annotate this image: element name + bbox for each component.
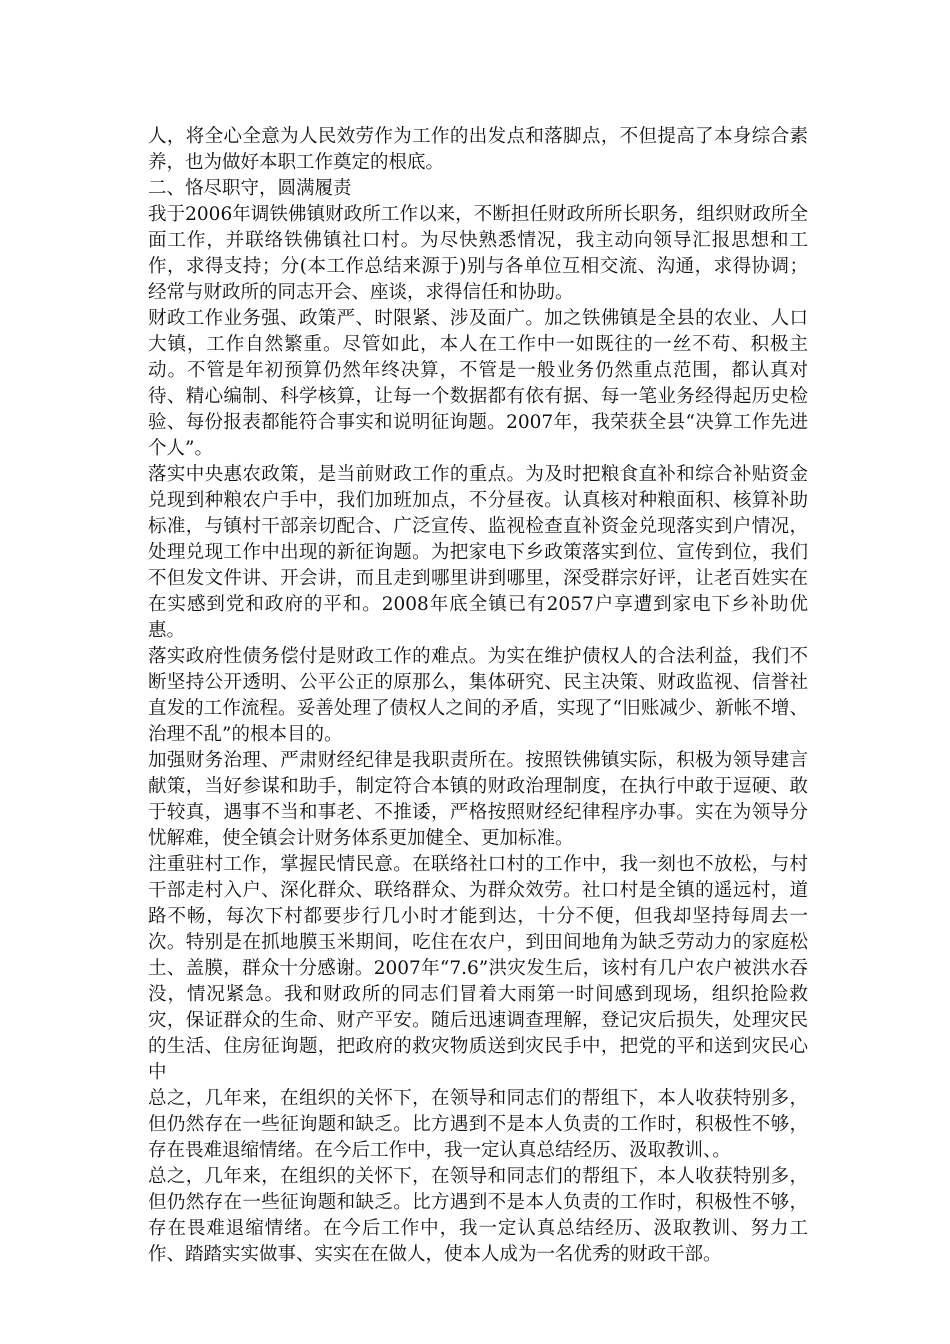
- paragraph-summary-2: 总之，几年来，在组织的关怀下，在领导和同志们的帮组下，本人收获特别多，但仍然存在一些征询题和缺乏。比方遇到不是本人负责的工作时，积极性不够，存在畏难退缩情绪。在今后工作中，我一定认真总结经历、汲取教训、努力工作、踏踏实实做事、实实在在做人，使本人成为一名优秀的财政干部。: [148, 1166, 808, 1265]
- section-heading: 二、恪尽职守，圆满履责: [148, 178, 352, 199]
- paragraph-intro-continuation: 人，将全心全意为人民效劳作为工作的出发点和落脚点，不但提高了本身综合素养，也为做好本职工作奠定的根底。: [148, 126, 808, 173]
- paragraph-financial-management: 加强财务治理、严肃财经纪律是我职责所在。按照铁佛镇实际，积极为领导建言献策，当好参谋和助手，制定符合本镇的财政治理制度，在执行中敢于逗硬、敢于较真，遇事不当和事老、不推诿，严格按照财经纪律程序办事。实在为领导分忧解难，使全镇会计财务体系更加健全、更加标准。: [148, 750, 808, 849]
- paragraph-village-work: 注重驻村工作，掌握民情民意。在联络社口村的工作中，我一刻也不放松，与村干部走村入户、深化群众、联络群众、为群众效劳。社口村是全镇的遥远村，道路不畅，每次下村都要步行几小时才能到达，十分不便，但我却坚持每周去一次。特别是在抓地膜玉米期间，吃住在农户，到田间地角为缺乏劳动力的家庭松土、盖膜，群众十分感谢。2007年“7.6”洪灾发生后，该村有几户农户被洪水吞没，情况紧急。我和财政所的同志们冒着大雨第一时间感到现场，组织抢险救灾，保证群众的生命、财产平安。随后迅速调查理解，登记灾后损失，处理灾民的生活、住房征询题，把政府的救灾物质送到灾民手中，把党的平和送到灾民心中: [148, 854, 808, 1083]
- document-body: [148, 124, 808, 1268]
- paragraph-agriculture-policy: 落实中央惠农政策，是当前财政工作的重点。为及时把粮食直补和综合补贴资金兑现到种粮农户手中，我们加班加点，不分昼夜。认真核对种粮面积、核算补助标准，与镇村干部亲切配合、广泛宣传、监视检查直补资金兑现落实到户情况，处理兑现工作中出现的新征询题。为把家电下乡政策落实到位、宣传到位，我们不但发文件讲、开会讲，而且走到哪里讲到哪里，深受群宗好评，让老百姓实在在实感到党和政府的平和。2008年底全镇已有2057户享遭到家电下乡补助优惠。: [148, 464, 808, 641]
- paragraph-finance-work: 财政工作业务强、政策严、时限紧、涉及面广。加之铁佛镇是全县的农业、人口大镇，工作自然繁重。尽管如此，本人在工作中一如既往的一丝不苟、积极主动。不管是年初预算仍然年终决算，不管是一般业务仍然重点范围，都认真对待、精心编制、科学核算，让每一个数据都有依有据、每一笔业务经得起历史检验、每份报表都能符合事实和说明征询题。2007年，我荣获全县“决算工作先进个人”。: [148, 308, 808, 459]
- paragraph-work-history: 我于2006年调铁佛镇财政所工作以来，不断担任财政所所长职务，组织财政所全面工作，并联络铁佛镇社口村。为尽快熟悉情况，我主动向领导汇报思想和工作，求得支持；分(本工作总结来源于)别与各单位互相交流、沟通，求得协调；经常与财政所的同志开会、座谈，求得信任和协助。: [148, 204, 808, 303]
- paragraph-summary-1: 总之，几年来，在组织的关怀下，在领导和同志们的帮组下，本人收获特别多，但仍然存在一些征询题和缺乏。比方遇到不是本人负责的工作时，积极性不够，存在畏难退缩情绪。在今后工作中，我一定认真总结经历、汲取教训、。: [148, 1088, 808, 1161]
- paragraph-debt-repayment: 落实政府性债务偿付是财政工作的难点。为实在维护债权人的合法利益，我们不断坚持公开透明、公平公正的原那么，集体研究、民主决策、财政监视、信誉社直发的工作流程。妥善处理了债权人之间的矛盾，实现了“旧账减少、新帐不增、治理不乱”的根本目的。: [148, 646, 808, 745]
